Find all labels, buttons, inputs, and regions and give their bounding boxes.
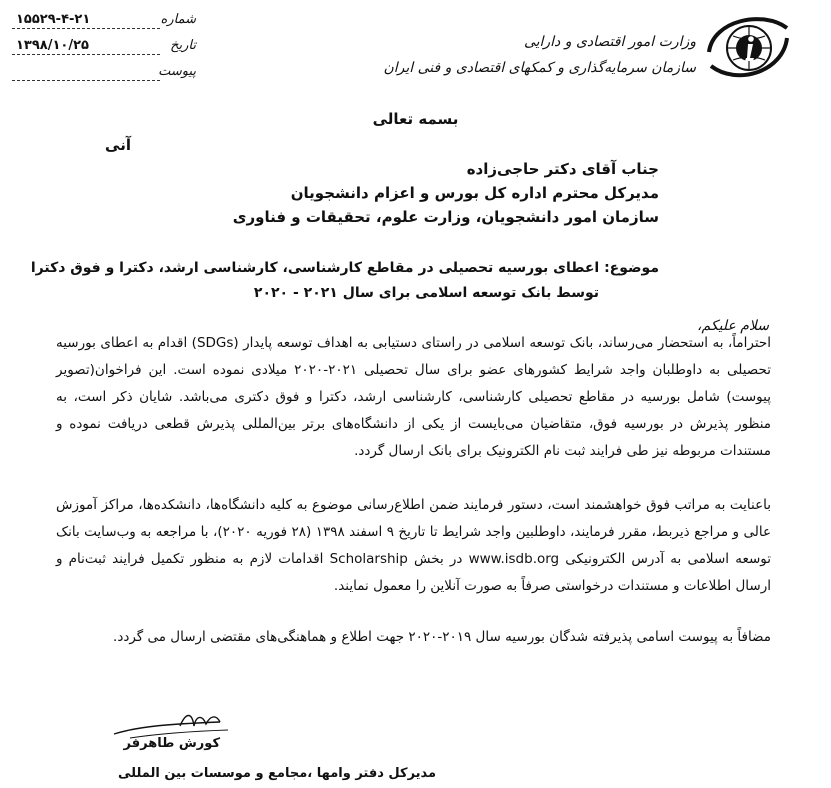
body-paragraph-1: احتراماً، به استحضار می‌رساند، بانک توسعه اسلامی در راستای دستیابی به اهداف توسعه پایدار (SDGs) اقدام به اعطای بورسیه تحصیلی به داوطلبان واجد شرایط کشورهای عضو برای سال تحصیلی ۲۰۲۱-۲۰۲۰ میلادی نموده است. این فراخوان(تصویر پیوست) شامل بورسیه در مقاطع تحصیلی کارشناسی، کارشناسی ارشد، دکترا و فوق دکتری می‌باشد. شایان ذکر است، به منظور پذیرش در بورسیه فوق، متقاضیان می‌بایست از یکی از دانشگاه‌های برتر بین‌المللی پذیرش قطعی دریافت نموده و مستندات مربوطه نیز طی فرایند ثبت نام الکترونیک برای بانک ارسال گردد. — [56, 335, 771, 459]
attachment-underline — [12, 80, 160, 81]
date-underline — [12, 54, 160, 55]
recipient-line-1: جناب آقای دکتر حاجی‌زاده — [466, 160, 659, 178]
date-value: ۱۳۹۸/۱۰/۲۵ — [16, 38, 89, 53]
body-paragraph-2: باعنایت به مراتب فوق خواهشمند است، دستور فرمایند ضمن اطلاع‌رسانی موضوع به کلیه دانشگاه‌ها، دانشکده‌ها، مراکز آموزش عالی و مراجع ذیربط، مقرر فرمایند، داوطلبین واجد شرایط تا تاریخ ۹ اسفند ۱۳۹۸ (۲۸ فوریه ۲۰۲۰)، با مراجعه به وب‌سایت بانک توسعه اسلامی به آدرس الکترونیکی www.isdb.org در بخش Scholarship اقدامات لازم به منظور تکمیل فرایند ثبت‌نام و ارسال اطلاعات و مستندات درخواستی صرفاً به صورت آنلاین را معمول نمایند. — [56, 497, 772, 594]
recipient-line-3: سازمان امور دانشجویان، وزارت علوم، تحقیقات و فناوری — [232, 208, 659, 226]
recipient-line-2: مدیرکل محترم اداره کل بورس و اعزام دانشجویان — [290, 184, 659, 202]
body-paragraph-3: مضافاً به پیوست اسامی پذیرفته شدگان بورسیه سال ۲۰۱۹-۲۰۲۰ جهت اطلاع و هماهنگی‌های مقتضی ارسال می گردد. — [113, 629, 771, 645]
date-field — [8, 38, 208, 58]
document-title: بسمه تعالی — [372, 110, 459, 128]
attachment-label: پیوست — [158, 64, 196, 79]
subject-line-2: توسط بانک توسعه اسلامی برای سال ۲۰۲۱ - ۲۰۲۰ — [253, 285, 599, 301]
number-label: شماره — [160, 12, 196, 27]
number-underline — [12, 28, 160, 29]
signer-name: کورش طاهرفر — [123, 736, 220, 751]
attachment-field — [8, 64, 208, 84]
ministry-name: وزارت امور اقتصادی و دارایی — [523, 34, 696, 50]
urgency-label: آنی — [105, 136, 131, 154]
organization-name: سازمان سرمایه‌گذاری و کمکهای اقتصادی و فنی ایران — [383, 60, 696, 76]
organization-logo-icon — [703, 8, 793, 88]
date-label: تاریخ — [170, 38, 196, 53]
greeting: سلام علیکم، — [697, 318, 769, 334]
subject-line-1: موضوع: اعطای بورسیه تحصیلی در مقاطع کارشناسی، کارشناسی ارشد، دکترا و فوق دکترا — [30, 260, 659, 276]
number-field — [8, 12, 208, 32]
signer-title: مدیرکل دفتر وامها ،مجامع و موسسات بین المللی — [118, 766, 437, 781]
number-value: ۱۵۵۲۹-۴-۲۱ — [16, 12, 91, 27]
